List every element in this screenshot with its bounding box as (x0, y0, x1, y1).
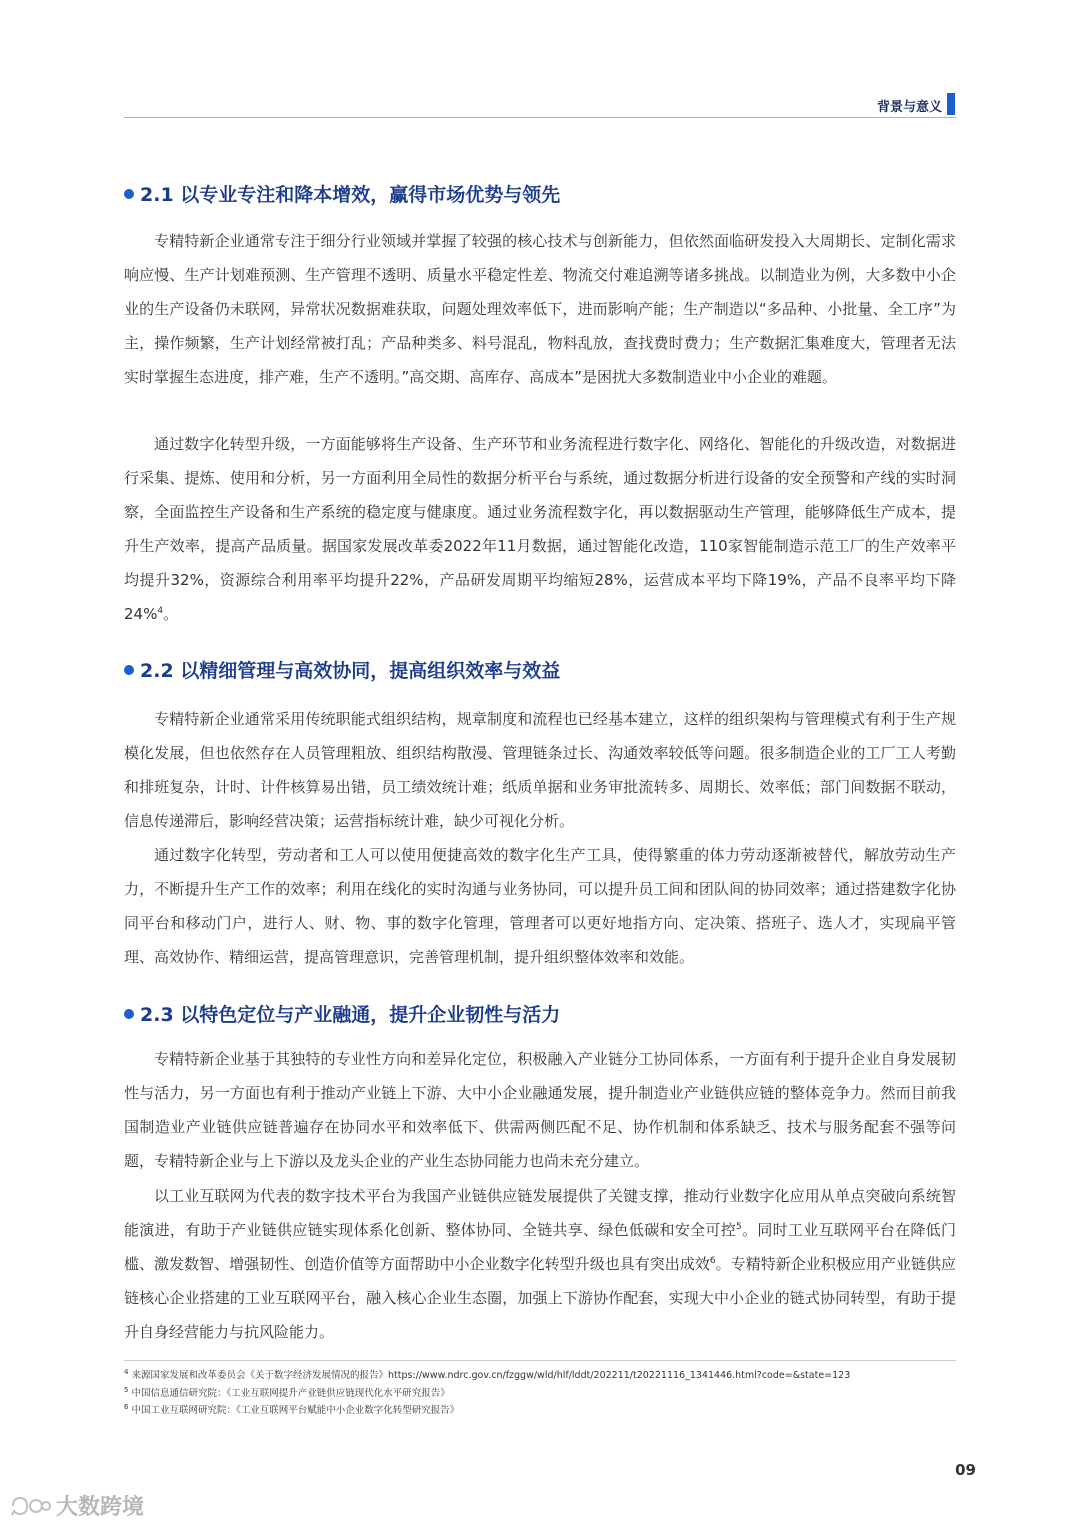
page-number: 09 (955, 1461, 976, 1479)
paragraph-text: 以工业互联网为代表的数字技术平台为我国产业链供应链发展提供了关键支撑，推动行业数字化应用从单点突破向系统智能演进，有助于产业链供应链实现体系化创新、整体协同、全链共享、绿色低碳和安全可控 (124, 1187, 956, 1239)
paragraph-text: 。同时工业互联网平台在降低门槛、激发数智、增强韧性、创造价值等方面帮助中小企业数字化转型升级也具有突出成效 (124, 1221, 956, 1273)
footnote-ref: 5 (736, 1222, 742, 1232)
bullet-dot-icon (124, 189, 134, 199)
section-2-2-paragraph-1: 专精特新企业通常采用传统职能式组织结构，规章制度和流程也已经基本建立，这样的组织架构与管理模式有利于生产规模化发展，但也依然存在人员管理粗放、组织结构散漫、管理链条过长、沟通效率较低等问题。很多制造企业的工厂工人考勤和排班复杂，计时、计件核算易出错，员工绩效统计难；纸质单据和业务审批流转多、周期长、效率低；部门间数据不联动，信息传递滞后，影响经营决策；运营指标统计难，缺少可视化分析。 (124, 710, 956, 830)
footnote-ref: 4 (157, 606, 164, 616)
watermark (10, 1490, 144, 1521)
watermark-text: 大数跨境 (56, 1495, 145, 1520)
footnote-text: 中国信息通信研究院：《工业互联网提升产业链供应链现代化水平研究报告》 (131, 1388, 450, 1400)
paragraph-text: 通过数字化转型升级，一方面能够将生产设备、生产环节和业务流程进行数字化、网络化、智能化的升级改造，对数据进行采集、提炼、使用和分析，另一方面利用全局性的数据分析平台与系统，通过数据分析进行设备的安全预警和产线的实时洞察，全面监控生产设备和生产系统的稳定度与健康度。通过业务流程数字化，再以数据驱动生产管理，能够降低生产成本，提升生产效率，提高产品质量。据国家发展改革委2022年11月数据，通过智能化改造，110家智能制造示范工厂的生产效率平均提升32%，资源综合利用率平均提升22%，产品研发周期平均缩短28%，运营成本平均下降19%，产品不良率平均下降24% (124, 435, 956, 623)
footnote-number: 4 (124, 1368, 129, 1376)
section-2-1-paragraph-1: 专精特新企业通常专注于细分行业领域并掌握了较强的核心技术与创新能力，但依然面临研发投入大周期长、定制化需求响应慢、生产计划难预测、生产管理不透明、质量水平稳定性差、物流交付难追溯等诸多挑战。以制造业为例，大多数中小企业的生产设备仍未联网，异常状况数据难获取，问题处理效率低下，进而影响产能；生产制造以“多品种、小批量、全工序”为主，操作频繁，生产计划经常被打乱；产品种类多、料号混乱，物料乱放，查找费时费力；生产数据汇集难度大，管理者无法实时掌握生态进度，排产难，生产不透明。”高交期、高库存、高成本”是困扰大多数制造业中小企业的难题。 (124, 232, 956, 386)
footnote-number: 5 (124, 1386, 129, 1394)
section-title-text: 2.2 以精细管理与高效协同，提高组织效率与效益 (140, 660, 561, 682)
logo-icon (10, 1494, 52, 1518)
bullet-dot-icon (124, 665, 134, 675)
section-2-3-paragraph-2 (124, 1179, 956, 1349)
section-2-3-paragraph-1: 专精特新企业基于其独特的专业性方向和差异化定位，积极融入产业链分工协同体系，一方面有利于提升企业自身发展韧性与活力，另一方面也有利于推动产业链上下游、大中小企业融通发展，提升制造业产业链供应链的整体竞争力。然而目前我国制造业产业链供应链普遍存在协同水平和效率低下、供需两侧匹配不足、协作机制和体系缺乏、技术与服务配套不强等问题，专精特新企业与上下游以及龙头企业的产业生态协同能力也尚未充分建立。 (124, 1050, 956, 1170)
paragraph-text: 。专精特新企业积极应用产业链供应链核心企业搭建的工业互联网平台，融入核心企业生态圈，加强上下游协作配套，实现大中小企业的链式协同转型，有助于提升自身经营能力与抗风险能力。 (124, 1255, 956, 1341)
header-label: 背景与意义 (876, 100, 942, 115)
footnote-text: 中国工业互联网研究院：《工业互联网平台赋能中小企业数字化转型研究报告》 (131, 1405, 460, 1417)
header-accent-bar (947, 93, 955, 115)
section-title-text: 2.3 以特色定位与产业融通，提升企业韧性与活力 (140, 1004, 561, 1026)
section-2-2-paragraph-2: 通过数字化转型，劳动者和工人可以使用便捷高效的数字化生产工具，使得繁重的体力劳动逐渐被替代，解放劳动生产力，不断提升生产工作的效率；利用在线化的实时沟通与业务协同，可以提升员工间和团队间的协同效率；通过搭建数字化协同平台和移动门户，进行人、财、物、事的数字化管理，管理者可以更好地指方向、定决策、搭班子、选人才，实现扁平管理、高效协作、精细运营，提高管理意识，完善管理机制，提升组织整体效率和效能。 (124, 846, 956, 966)
header-rule (124, 117, 956, 118)
section-title-2-2 (124, 656, 560, 683)
footnote-4 (124, 1365, 964, 1383)
footnote-number: 6 (124, 1403, 129, 1411)
footnote-text: 来源国家发展和改革委员会《关于数字经济发展情况的报告》https://www.ndrc.gov.cn/fzggw/wld/hlf/lddt/202211/t20221116_1341446.html?code=&state=123 (131, 1370, 851, 1382)
section-title-2-1 (124, 180, 560, 207)
footnote-rule (124, 1360, 956, 1361)
footnote-6 (124, 1400, 964, 1418)
footnote-5 (124, 1383, 964, 1401)
footnote-ref: 6 (709, 1256, 716, 1266)
bullet-dot-icon (124, 1009, 134, 1019)
section-2-1-paragraph-2: 通过数字化转型升级，一方面能够将生产设备、生产环节和业务流程进行数字化、网络化、智能化的升级改造，对数据进行采集、提炼、使用和分析，另一方面利用全局性的数据分析平台与系统，通过数据分析进行设备的安全预警和产线的实时洞察，全面监控生产设备和生产系统的稳定度与健康度。通过业务流程数字化，再以数据驱动生产管理，能够降低生产成本，提升生产效率，提高产品质量。据国家发展改革委2022年11月数据，通过智能化改造，110家智能制造示范工厂的生产效率平均提升32%，资源综合利用率平均提升22%，产品研发周期平均缩短28%，运营成本平均下降19%，产品不良率平均下降24%$^4$。 (124, 435, 956, 623)
section-title-2-3 (124, 1000, 560, 1027)
section-title-text: 2.1 以专业专注和降本增效，赢得市场优势与领先 (140, 184, 561, 206)
